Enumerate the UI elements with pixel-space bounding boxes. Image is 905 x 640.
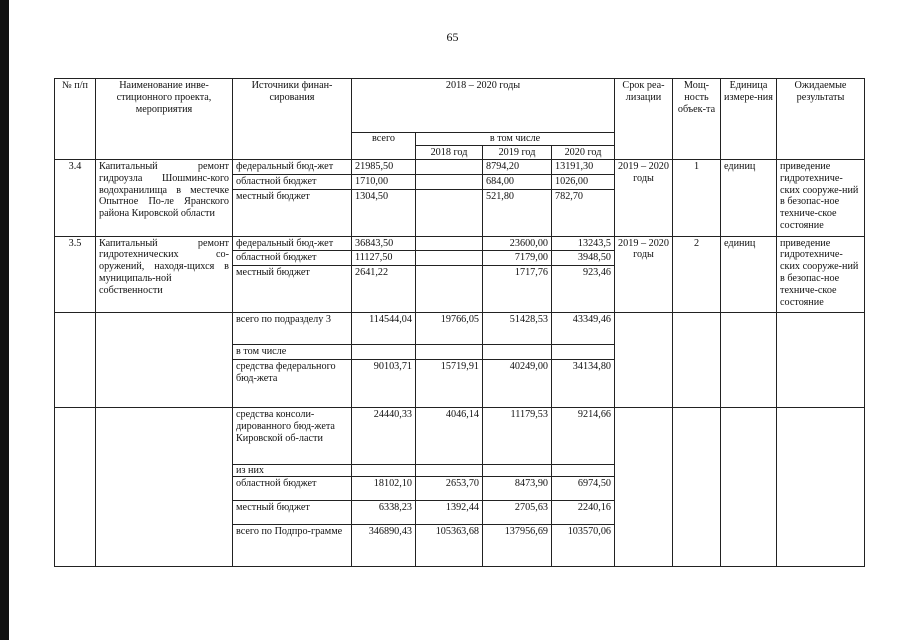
empty-cell: [777, 408, 865, 567]
empty-cell: [615, 408, 673, 567]
y2019-cell: 8473,90: [483, 477, 552, 501]
empty-cell: [552, 345, 615, 360]
empty-cell: [615, 313, 673, 408]
program-total-label: всего по Подпро-грамме: [233, 525, 352, 567]
total-cell: 21985,50: [352, 160, 416, 175]
source-cell: местный бюджет: [233, 189, 352, 236]
empty-cell: [673, 408, 721, 567]
total-cell: 36843,50: [352, 236, 416, 251]
y2019-cell: 7179,00: [483, 251, 552, 266]
y2019-cell: 11179,53: [483, 408, 552, 465]
header-power: Мощ-ность объек-та: [673, 79, 721, 160]
consolidated-funds-row: [55, 408, 865, 465]
y2019-cell: 137956,69: [483, 525, 552, 567]
source-cell: областной бюджет: [233, 174, 352, 189]
total-cell: 11127,50: [352, 251, 416, 266]
empty-cell: [552, 465, 615, 477]
empty-cell: [416, 465, 483, 477]
empty-cell: [96, 313, 233, 408]
subsection-total-label: всего по подразделу 3: [233, 313, 352, 345]
page-number: 65: [446, 30, 459, 44]
y2020-cell: 43349,46: [552, 313, 615, 345]
of-them-label: из них: [233, 465, 352, 477]
result-cell: приведение гидротехниче-ских сооруже-ний в безопас-ное техниче-ское состояние: [777, 160, 865, 237]
project-name: Капитальный ремонт гидротехнических со-оружений, находя-щихся в муниципаль-ной собственности: [96, 236, 233, 313]
local-budget-label: местный бюджет: [233, 501, 352, 525]
y2019-cell: 8794,20: [483, 160, 552, 175]
total-cell: 114544,04: [352, 313, 416, 345]
header-row: [55, 79, 865, 133]
y2018-cell: [416, 266, 483, 313]
y2020-cell: 782,70: [552, 189, 615, 236]
consolidated-funds-label: средства консоли-дированного бюд-жета Кировской об-ласти: [233, 408, 352, 465]
regional-budget-label: областной бюджет: [233, 477, 352, 501]
header-unit: Единица измере-ния: [721, 79, 777, 160]
y2019-cell: 1717,76: [483, 266, 552, 313]
header-including: в том числе: [416, 133, 615, 146]
header-years: 2018 – 2020 годы: [352, 79, 615, 133]
y2018-cell: 4046,14: [416, 408, 483, 465]
y2020-cell: 2240,16: [552, 501, 615, 525]
y2020-cell: 923,46: [552, 266, 615, 313]
empty-cell: [777, 313, 865, 408]
power-cell: 1: [673, 160, 721, 237]
empty-cell: [55, 408, 96, 567]
unit-cell: единиц: [721, 160, 777, 237]
power-cell: 2: [673, 236, 721, 313]
total-cell: 346890,43: [352, 525, 416, 567]
y2019-cell: 40249,00: [483, 360, 552, 408]
source-cell: федеральный бюд-жет: [233, 236, 352, 251]
result-cell: приведение гидротехниче-ских сооруже-ний в безопас-ное техниче-ское состояние: [777, 236, 865, 313]
y2020-cell: 6974,50: [552, 477, 615, 501]
header-sources: Источники финан-сирования: [233, 79, 352, 160]
y2020-cell: 3948,50: [552, 251, 615, 266]
empty-cell: [55, 313, 96, 408]
y2018-cell: [416, 251, 483, 266]
y2018-cell: [416, 189, 483, 236]
table-row: [55, 236, 865, 251]
subsection-total-row: [55, 313, 865, 345]
y2019-cell: 2705,63: [483, 501, 552, 525]
header-num: № п/п: [55, 79, 96, 160]
term-cell: 2019 – 2020 годы: [615, 160, 673, 237]
scan-edge-bar: [0, 0, 9, 640]
source-cell: федеральный бюд-жет: [233, 160, 352, 175]
project-name: Капитальный ремонт гидроузла Шошминс-кого водохранилища в местечке Опытное По-ле Яранского района Кировской области: [96, 160, 233, 237]
including-label: в том числе: [233, 345, 352, 360]
y2018-cell: [416, 174, 483, 189]
header-project: Наименование инве-стиционного проекта, мероприятия: [96, 79, 233, 160]
header-total: всего: [352, 133, 416, 160]
y2018-cell: 19766,05: [416, 313, 483, 345]
total-cell: 24440,33: [352, 408, 416, 465]
y2020-cell: 9214,66: [552, 408, 615, 465]
header-2020: 2020 год: [552, 146, 615, 160]
y2019-cell: 521,80: [483, 189, 552, 236]
y2020-cell: 1026,00: [552, 174, 615, 189]
y2019-cell: 23600,00: [483, 236, 552, 251]
header-results: Ожидаемые результаты: [777, 79, 865, 160]
term-cell: 2019 – 2020 годы: [615, 236, 673, 313]
y2018-cell: 105363,68: [416, 525, 483, 567]
y2018-cell: [416, 236, 483, 251]
empty-cell: [352, 465, 416, 477]
source-cell: местный бюджет: [233, 266, 352, 313]
header-2018: 2018 год: [416, 146, 483, 160]
y2018-cell: [416, 160, 483, 175]
total-cell: 2641,22: [352, 266, 416, 313]
y2020-cell: 34134,80: [552, 360, 615, 408]
unit-cell: единиц: [721, 236, 777, 313]
empty-cell: [483, 465, 552, 477]
investment-table: [54, 78, 865, 567]
y2019-cell: 51428,53: [483, 313, 552, 345]
y2020-cell: 13243,5: [552, 236, 615, 251]
header-2019: 2019 год: [483, 146, 552, 160]
total-cell: 6338,23: [352, 501, 416, 525]
project-num: 3.5: [55, 236, 96, 313]
empty-cell: [673, 313, 721, 408]
y2018-cell: 15719,91: [416, 360, 483, 408]
y2020-cell: 13191,30: [552, 160, 615, 175]
project-num: 3.4: [55, 160, 96, 237]
y2020-cell: 103570,06: [552, 525, 615, 567]
source-cell: областной бюджет: [233, 251, 352, 266]
y2019-cell: 684,00: [483, 174, 552, 189]
total-cell: 1710,00: [352, 174, 416, 189]
total-cell: 18102,10: [352, 477, 416, 501]
total-cell: 90103,71: [352, 360, 416, 408]
y2018-cell: 1392,44: [416, 501, 483, 525]
empty-cell: [721, 408, 777, 567]
empty-cell: [483, 345, 552, 360]
federal-funds-label: средства федерального бюд-жета: [233, 360, 352, 408]
table-row: [55, 160, 865, 175]
header-term: Срок реа-лизации: [615, 79, 673, 160]
total-cell: 1304,50: [352, 189, 416, 236]
empty-cell: [352, 345, 416, 360]
empty-cell: [416, 345, 483, 360]
empty-cell: [96, 408, 233, 567]
y2018-cell: 2653,70: [416, 477, 483, 501]
empty-cell: [721, 313, 777, 408]
